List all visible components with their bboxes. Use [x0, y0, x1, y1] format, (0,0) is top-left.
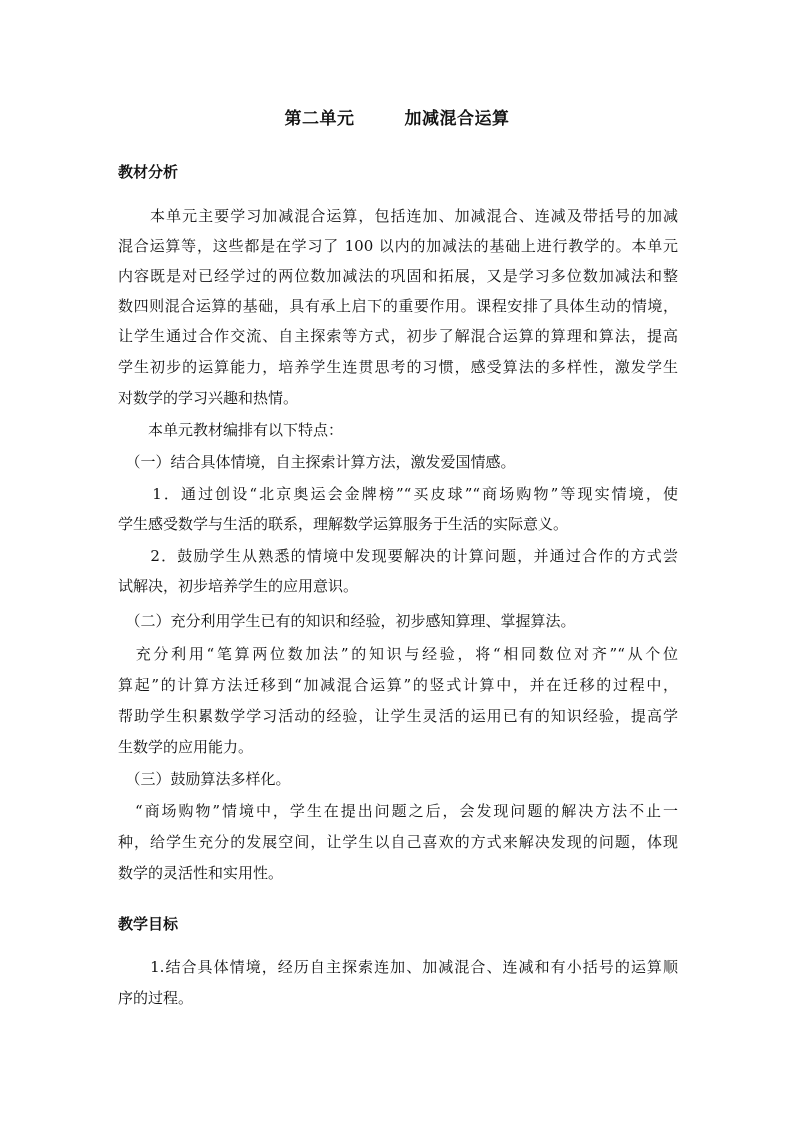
section-heading-objectives: 教学目标	[118, 915, 179, 933]
feature1-item1-line: 学生感受数学与生活的联系，理解数学运算服务于生活的实际意义。	[118, 515, 569, 533]
feature1-item1-line: 1．通过创设“北京奥运会金牌榜”“买皮球”“商场购物”等现实情境，使	[118, 485, 678, 503]
title-unit: 第二单元	[284, 109, 355, 129]
paragraph-line: 数四则混合运算的基础，具有承上启下的重要作用。课程安排了具体生动的情境，	[118, 297, 678, 315]
feature3-body-line: “商场购物”情境中，学生在提出问题之后，会发现问题的解决方法不止一	[118, 802, 678, 820]
objective-line: 序的过程。	[118, 989, 194, 1007]
features-intro: 本单元教材编排有以下特点：	[118, 421, 344, 439]
feature1-item2-line: 2．鼓励学生从熟悉的情境中发现要解决的计算问题，并通过合作的方式尝	[118, 547, 678, 565]
paragraph-line: 学生初步的运算能力，培养学生连贯思考的习惯，感受算法的多样性，激发学生	[118, 358, 678, 376]
feature2-body-line: 充分利用“笔算两位数加法”的知识与经验，将“相同数位对齐”“从个位	[118, 645, 678, 663]
paragraph-line: 本单元主要学习加减混合运算，包括连加、加减混合、连减及带括号的加减	[118, 207, 678, 225]
objective-line: 1.结合具体情境，经历自主探索连加、加减混合、连减和有小括号的运算顺	[118, 958, 678, 976]
feature2-body-line: 帮助学生积累数学学习活动的经验，让学生灵活的运用已有的知识经验，提高学	[118, 707, 678, 725]
paragraph-line: 让学生通过合作交流、自主探索等方式，初步了解混合运算的算理和算法，提高	[118, 327, 678, 345]
section-heading-analysis: 教材分析	[118, 163, 179, 181]
page-title	[0, 104, 794, 129]
feature-title-3: （三）鼓励算法多样化。	[118, 770, 291, 788]
feature-title-2: （二）充分利用学生已有的知识和经验，初步感知算理、掌握算法。	[118, 612, 576, 630]
feature2-body-line: 生数学的应用能力。	[118, 738, 254, 756]
feature2-body-line: 算起”的计算方法迁移到“加减混合运算”的竖式计算中，并在迁移的过程中，	[118, 676, 678, 694]
feature-title-1: （一）结合具体情境，自主探索计算方法，激发爱国情感。	[118, 453, 516, 471]
paragraph-line: 内容既是对已经学过的两位数加减法的巩固和拓展，又是学习多位数加减法和整	[118, 267, 678, 285]
feature3-body-line: 种，给学生充分的发展空间，让学生以自己喜欢的方式来解决发现的问题，体现	[118, 833, 678, 851]
feature1-item2-line: 试解决，初步培养学生的应用意识。	[118, 577, 359, 595]
paragraph-line: 混合运算等，这些都是在学习了 100 以内的加减法的基础上进行教学的。本单元	[118, 237, 678, 255]
title-topic: 加减混合运算	[404, 109, 510, 129]
feature3-body-line: 数学的灵活性和实用性。	[118, 864, 284, 882]
paragraph-line: 对数学的学习兴趣和热情。	[118, 389, 299, 407]
